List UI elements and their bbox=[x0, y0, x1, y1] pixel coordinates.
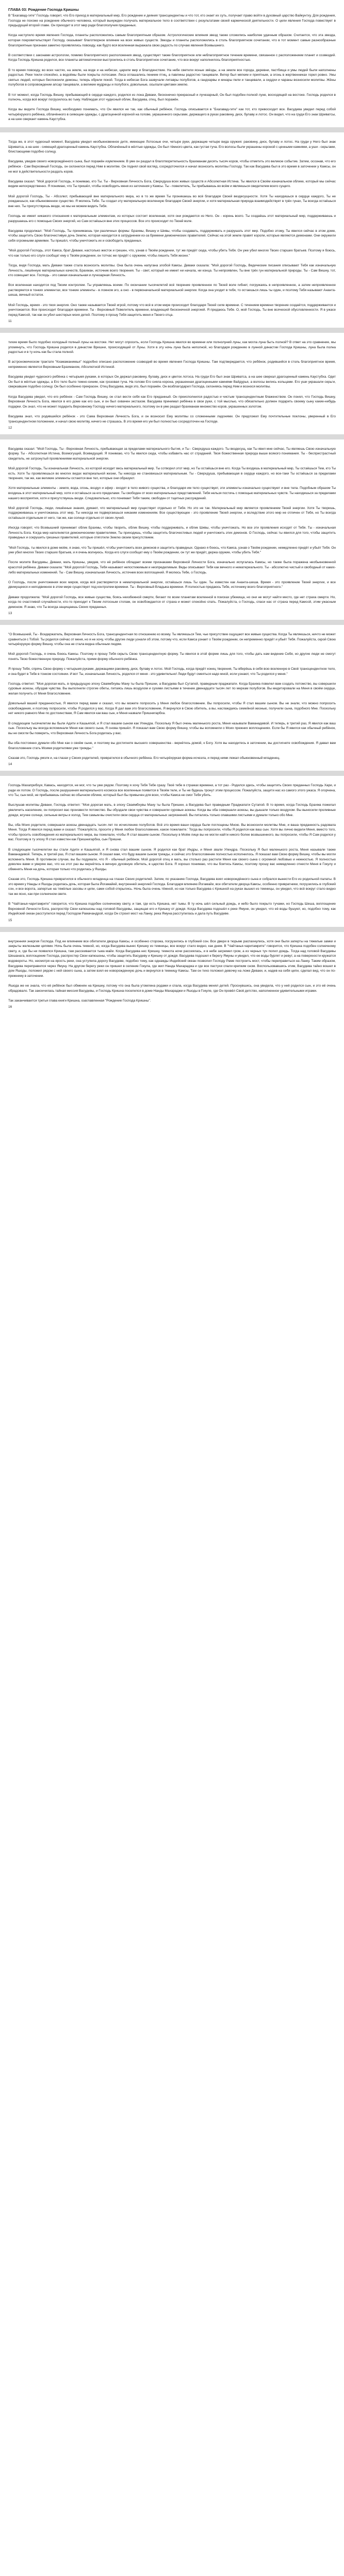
paragraph: тихие время было подобно холодный полный луны на востоке. Нет могут спросить, если Господь Кришна явился во времени или полнолуний луны, как могла луна быть полной? В ответ на это сравнение, мы упомянуть, что Господь Кришна родился в династии Вришни, происходящей от Луны. Хотя в эту ночь луна была неполной, но благодаря рождению в лунной династии Господа Кришны, луна была полна радостью и в ту ночь как бы стала полной. bbox=[8, 341, 336, 354]
page bbox=[0, 927, 344, 1013]
paragraph: Мой дорогой Господь, Ты - Абсолют, пребывающий вне материального мира, но в то же время Ты проникаешь во всё благодаря Своей вездесущности. Хотя Ты находишься в сердце каждого, Ты не рождаешься, как обыкновенное существо. Я молюсь Тебе. Ты создал эту материальную вселенную благодаря Своей энергии, и хотя материальная природа взаимодействует в трёх гунах, Ты всегда остаёшься вне них. Ты присутствуешь везде, но мы не можем видеть Тебя. bbox=[8, 194, 336, 208]
paragraph: В астрономическом трактате "Кхамаманиккья" подробно описано расположение созвездий во время явления Господа Кришны. Там подтверждается, что ребёнок, родившийся в столь благоприятное время, непременно является Верховным Брахманом, Абсолютной Истиной. bbox=[8, 360, 336, 369]
page-number: 14 bbox=[8, 762, 12, 766]
paragraph: Вся вселенная находится под Твоим контролем. Ты управляешь всеми. По окончании тысячелетий всё творение проявленное по Твоей воле гибнет, погружаясь в непроявленное, а затем непроявленное растворяется в тонких элементах, все тонкие элементы - в ложном эго, а оно - в первоначальной материальной энергии. Когда она уходит в тебя, то остаешься лишь ты один, и поэтому Тебя называют Ананта-шеша, вечный остаток. bbox=[8, 283, 336, 297]
paragraph: Мой Господь, время - это твоя энергия. Оно также называется Твоей игрой, потому что всё в этом мире происходит благодаря Твоей силе времени. С течением времени творение создаётся, поддерживается и уничтожается. Все происходит благодаря времени. Ты - Верховный Повелитель времени, владеющий бесконечной энергией. Я предаюсь Тебе. О, мой Господь, Ты вне всяческой обусловленности. Я в ужасе перед Камсой, так как он убил шестерых моих детей. Поэтому я прошу Тебя защитить меня и Твоего отца. bbox=[8, 303, 336, 317]
paragraph: В "Бхагавад-гите" Господь говорит, что Его приход в материальный мир, Его рождение и деяния трансцендентны и что тот, кто знает их суть, получает право войти в духовный царство Вайкунтху. Для рождения, Господа не похоже на рождение обычного человека, который вынужден получать материальное тело в соответствии с результатами своей кармической деятельности. О цели явления Господа повествует в предыдущей второй главе. Он приходит в этот мир ради благополучия преданных. bbox=[8, 14, 336, 28]
paragraph: Васудева, увидев своего новорождённого сына, был поражён изумлением. В уме он раздал в благотворительность брахманам десять тысяч коров, чтобы отметить это великое событие. Затем, осознав, что его ребёнок - Сам Верховный Господь, он склонился перед Ним в молитве. Он поднял свой взгляд, сосредоточился и начал возносить молитвы Господу. Так как Васудева был в это время в заточении у Камсы, он не мог в действительности раздать коров. bbox=[8, 160, 336, 174]
paragraph: "Мой дорогой Господь, этот Камса, брат Деваки, настолько жесток и грешен, что, узнав о Твоём рождении, тут же придёт сюда, чтобы убить Тебя. Он уже убил многих Твоих старших братьев. Поэтому я боюсь, что как только его слуги сообщат ему о Твоём рождении, он тотчас же придёт с оружием, чтобы лишить Тебя жизни." bbox=[8, 249, 336, 258]
paragraph: Тогда, видя Господа, мать Деваки также стала возносить молитвы. Она была очень напугана злобой Камсы. Деваки сказала: "Мой дорогой Господь, Ведические писания описывают Тебя как изначальную Личность, лишённую материальных качеств, Брахман, источник всего творения. Ты - свет, который не имеет ни начала, ни конца. Ты непроявлен, Ты вне трёх гун материальной природы. Ты - Сам Вишну, тот, кто освещает все. Господь - это самая изначальная и лучезарная Личность. bbox=[8, 263, 336, 278]
paragraph: В следующем тысячелетии вы стали Адити и Кашьяпой, и Я снова стал вашим сыном. Я родился как брат Индры, и Меня звали Упендра. Поскольку Я был маленького роста, Меня называли также Ваманадевой. Теперь, в третий раз, Я стал вашим сыном. Я сказал вам, что буду вашим сыном трижды, и сейчас это благословение полностью исполнилось. Я показал вам Свою форму Вишну, чтобы вы могли вспомнить Меня. В противном случае, вы бы подумали, что Я - обычный ребёнок. Мой дорогой отец и мать, вы столько раз растили Меня как своего сына с огромной любовью и нежностью. Я полностью доволен вами и уверяю вас, что на этот раз вы вернётесь в вечную духовную обитель, в царство Бога. Я хорошо понимаю, что вы боитесь Камсы, поэтому прошу вас немедленно отнести Меня в Гокулу и обменять Меня на дочь, которая только что родилась у Яшоды. bbox=[8, 848, 336, 872]
paragraph: Мой дорогой Господь, я очень боюсь Камсы. Поэтому я прошу Тебя скрыть Свою трансцендентную форму. Ты явился в этой форме лишь для того, чтобы дать нам видение Себя, но другие люди не смогут понять Твою божественную природу. Пожалуйста, прими форму обычного ребёнка. bbox=[8, 652, 336, 661]
paragraph: Деваки продолжила: "Мой дорогой Господь, все живые существа, боясь неизбежной смерти, бегают по всем планетам вселенной в поисках убежища, но они не могут найти место, где нет страха смерти. Но, когда по счастливой случайности, кто-то приходит к Твоим лотосным стопам, он освобождается от страха и может спокойно спать. Пожалуйста, о Господь, спаси нас от страха перед Камсой, этим ужасным демоном. Я знаю, что Ты всегда защищаешь Своих преданных. bbox=[8, 595, 336, 609]
paragraph: Господь Махаприбхуи, Кавась, находятся, не мог, что ты уже рядом. Поэтому я хочу Тебя Тебе сразу. Твоё тебе в стражах времени, а тот раз - Родился здесь, чтобы защитить Своих преданных Господь Хари, и ради их потом. О Господь, после разрушения материального космоса все вселенные появится в Твоём теле, и Ты не будешь тронут этим процессом. Пожалуйста, защити нас из самого этого ужаса. Я огорчена, что Ты, сын мой, не пребываешь сейчас во обычном облике, который был бы привычен для всех, чтобы Камса не смог Тебя убить. bbox=[8, 783, 336, 798]
page-number: 11 bbox=[8, 319, 12, 324]
page-number: 15 bbox=[8, 918, 12, 922]
paragraph: Господь ответил: "Моя дорогая мать, в предыдущую эпоху Сваямбхувы Ману ты была Пришни, а Васудева был Сутапой, праведным праджапати. Когда Брахма повелел вам создать потомство, вы совершили суровые аскезы, обуздав чувства. Вы выполнили строгие обеты, питаясь лишь воздухом и сухими листьями в течение двенадцати тысяч лет по меркам полубогов. Вы медитировали на Меня в своём сердце, желая получить от Меня благословение. bbox=[8, 682, 336, 696]
paragraph: Сказав это, Господь Кришна превратился в обычного младенца на глазах Своих родителей. Затем, по указанию Господа, Васудева взял новорождённого сына и собрался вынести Его из родильной палаты. В это время у Нанды и Яшоды родилась дочь, которая была Йогамайей, внутренней энергией Господа. Благодаря влиянию Йогамайи, все обитатели дворца Камсы, особенно привратники, погрузились в глубокий сон, и все ворота, запертые на тяжёлые засовы и цепи, сами собой открылись. Ночь была очень тёмной, но как только Васудева с Кришной на руках вышел из темницы, он увидел, что всё вокруг стало видно так же ясно, как при солнечном свете. bbox=[8, 877, 336, 896]
paragraph: внутренняя энергия Господа. Под ее влиянием все обитатели дворца Камсы, и особенно сторожа, погрузились в глубокий сон. Все двери в тюрьме распахнулись, хотя они были заперты на тяжелые замки и закрыты железными цепями. Ночь была очень темной, но, когда Васудева вынес Кришну из темницы, все вокруг стало видно, как днем. В "Чайтанья-чаритамрите" говорится, что Кришна подобен солнечному свету, и, где бы ни появился Кришна, там рассеивается тьма майи. Когда Васудева нес Кришну, темнота ночи рассеялась, и в небе загремел гром, а из черных туч полил дождь. Тогда над головой Васудевы Шешанага, воплощение Господа, распростер Свои капюшоны, чтобы защитить Васудеву и Кришну от дождя. Васудева подошел к берегу Ямуны и увидел, что ее воды бурлят и ревут, а на поверхности кружатся водовороты. Но, несмотря на ярость реки, она уступила дорогу Васудеве, подобно тому, как однажды Индийский океан позволил Господу Раме построить мост, чтобы переправиться на Ланку. Таким образом, Васудева переправился через Ямуну. На другом берегу реки он пришел в селение Гокула, где жил Нанда Махараджа и где все пастухи спали крепким сном. Воспользовавшись этим, Васудева тайно вошел в дом Яшоды, положил рядом с ней своего сына, а затем взял ее новорожденную дочь и вернулся в темницу Камсы. Там он тихо положил девочку на ложе Деваки, и, надев на себя цепи, сделал вид, что он по-прежнему в заточении. bbox=[8, 939, 336, 978]
paragraph: О Господь, после уничтожения всех миров, когда всё растворяется в нематериальной энергии, остаёшься лишь Ты один. Ты известен как Ананта-шеша. Время - это проявление Твоей энергии, и все движущееся и неподвижное в этом мире существует под контролем времени. Ты - Верховный Владыка времени. Я полностью предаюсь Тебе, источнику всего благоприятного." bbox=[8, 580, 336, 589]
paragraph: Мой дорогой Господь, люди, лишённые знания, думают, что материальный мир существует отдельно от Тебя. Но это не так. Материальный мир является проявлением Твоей энергии. Хотя Ты творишь, поддерживаешь и уничтожаешь этот мир, Ты никогда не подвергаешься никаким изменениям. Все существующее - это проявление Твоей энергии, и вследствие этого мир не отличен от Тебя, но Ты всегда остаёшься отдельным от него, так же, как солнце отдельно от своих лучей. bbox=[8, 506, 336, 520]
paragraph: Когда наступило время явления Господа, планеты расположились самым благоприятным образом. Астрологические влияния звезд также сложились наиболее удачным образом. Считается, что эта звезда, которая покровительствует Господу, оказывает благотворное влияние на всех живых существ. Звезды и планеты расположились в столь благоприятном сочетании, что в тот момент самые разнообразные благоприятные признаки заметно проявлялись повсюду, как будто вся вселенная выражала свою радость по случаю явления Всевышнего. bbox=[8, 33, 336, 47]
page bbox=[0, 328, 344, 434]
paragraph: Тогда же, в этот чудесный момент, Васудева увидел необыкновенное дитя, имеющее Лотосные очи, четыре руки, держащие четыре вида оружия: раковину, диск, булаву и лотос. На груди у Него был знак Шриватса, а на шее - сияющий драгоценный камень Каустубха. Облачённый в жёлтые одежды, Он был тёмного цвета, как густая туча. Его волосы были украшены короной с ценными камнями, а уши - серьгами, блистающими подобно солнцу. bbox=[8, 140, 336, 154]
paragraph: "О Всевышний, Ты - Вседержатель, Верховная Личность Бога, трансцендентная по отношению ко всему. Ты являешься Тем, чье присутствие ощущают все живые существа. Когда Ты являешься, ничто не может сравниться с Тобой. Ты родился сейчас от меня, но я не хочу, чтобы другие люди узнали об этом, потому что, если Камса узнает о Твоём рождении, он непременно придёт и убьёт Тебя. Пожалуйста, скрой Свою четырёхрукую форму Вишну, чтобы она не стала видна обычным людям. bbox=[8, 632, 336, 647]
paragraph: Иногда говорят, что Всевышний принимает облик Брахмы, чтобы творить, облик Вишну, чтобы поддерживать, и облик Шивы, чтобы уничтожать. Но все эти проявления исходят от Тебя. Ты - изначальная Личность Бога. Когда мир наполняется демоническими правителями, Ты приходишь, чтобы защитить благочестивых людей и уничтожить этих демонов. О Господь, сейчас ты явился для того, чтобы защитить праведных и сокрушить грешных правителей, которые отяготили Землю своим присутствием. bbox=[8, 526, 336, 540]
paragraph: В соответствии с законами астрологии, помимо благоприятного расположения звезд, существует также благоприятное или неблагоприятное течение времени, связанное с расположением планет и созвездий. Когда Господь Кришна родился, все планеты автоматически выстроились в столь благоприятное сочетание, что все вокруг наполнилось благоприятностью. bbox=[8, 53, 336, 62]
paragraph: Васудева продолжал: "Мой Господь, Ты принимаешь три различных формы: Брахмы, Вишну и Шивы, чтобы создавать, поддерживать и разрушать этот мир. Подобно этому, Ты явился сейчас в этом доме, чтобы защитить Свою благочестивую дочь Землю, которая находится в затруднении из-за бремени демонических правителей. Сейчас на этой земле правят короли, которые являются демонами. Они окружили себя огромными армиями. Ты пришёл, чтобы уничтожить их и освободить преданных. bbox=[8, 229, 336, 243]
page bbox=[0, 771, 344, 927]
paragraph: Вы оба постоянно думали обо Мне как о своём сыне, и поэтому вы достигнете высшего совершенства - вернётесь домой, к Богу. Хотя вы находитесь в заточении, вы достигнете освобождения. Я давал вам благословение стать Моими родителями уже трижды." bbox=[8, 741, 336, 750]
paragraph: Мой дорогой Господь, Ты изначальная Личность, из которой исходит весь материальный мир. Ты сотворил этот мир, но Ты остаёшься вне его. Когда Ты входишь в материальный мир, Ты остаёшься Тем, кто Ты есть. Хотя Ты проявляешься во многих видах материальной жизни, Ты никогда не становишься материальным. Ты - Сверхдуша, пребывающая в сердце каждого, но все-таки Ты остаёшься за пределами творения, так же, как великие элементы остаются вне тел, которые они образуют. bbox=[8, 467, 336, 481]
paragraph: Так заканчивается третья глава книги Кришна, озаглавленная "Рождение Господа Кришны". bbox=[8, 998, 151, 1003]
paragraph: Васудева сказал: "Мой Господь, Ты - Верховная Личность, пребывающая за пределами материального бытия, и Ты - Сверхдуша каждого. Ты вездесущ, как Ты явил мне сейчас, Ты являешь Свою изначальную форму. Ты - Абсолютная Истина, Всемогущий, Всеведущий. Я понимаю, что Ты явился сюда, чтобы избавить нас от страданий. Твоя божественная природа выше всякого понимания. Ты - беспристрастный свидетель, не затронутый проявлениями материальной энергии. bbox=[8, 447, 336, 461]
paragraph: Когда вы видите Господа Вишну, необходимо понимать, что Он явился не так, как обычный ребёнок. Господь описывается в "Бхагавад-гите" как тот, кто превосходит все. Васудева увидел перед собой четырёхрукого ребёнка, облачённого в сияющие одежды, с драгоценной короной на голове, украшенного серьгами, держащего в руках раковину, диск, булаву и лотос. Он видел, что на груди Его знак Шриватсы, а на шее сверкает камень Каустубха. bbox=[8, 108, 336, 122]
paragraph: Когда Васудева увидел, что его ребёнок - Сам Господь Вишну, он стал вести себя как Его преданный. Он преисполнился радостью и чистым трансцендентным блаженством. Он понял, что Господь Вишну, Верховная Личность Бога, явился в его доме как его сын, и он был охвачен экстазом. Васудева принимал ребёнка в свои руки, с той мыслью, что обязательно должен подарить своему сыну какие-нибудь подарки. Он знал, что не может подарить Верховному Господу ничего материального, поэтому он в уме раздал брахманам множество коров, украшенных золотом. bbox=[8, 395, 336, 409]
paragraph: В то время повсюду, во всех частях, на земле, на воде и на небесах, царили мир и благоденствие. На небе светили ясные звёзды, а на земле все города, деревни, пастбища и умы людей были наполнены радостью. Реки текли спокойно, а водоёмы были покрыты лотосами. Леса оглашались пением птиц, а павлины радостно танцевали. Ветер был мягким и приятным, а огонь в жертвенниках горел ровно. Умы святых людей, которых беспокоили демоны, теперь обрели покой. Тогда в небесах Бога зазвучали литавры полубогов, а гандхарвы и кинары пели и танцевали, а сиддхи и чараны возносили молитвы. Жёны полубогов в сопровождении апсар танцевали, а великие мудрецы и полубоги, довольные, осыпали цветами землю. bbox=[8, 68, 336, 87]
paragraph: Хотя материальные элементы - земля, вода, огонь, воздух и эфир - входят в тело живого существа, и благодаря им тело существует, эти элементы изначально существуют и вне тела. Подобным образом Ты входишь в этот материальный мир, хотя и остаёшься за его пределами. Ты свободен от всех материальных представлений. Тебя нельзя постичь с помощью материальных чувств. Ты находишься за пределами нашего восприятия, хотя и присутствуешь везде. Следовательно, кто понимает Тебя таким, свободен от тщетных рассуждений. bbox=[8, 486, 336, 500]
paragraph: Я прошу Тебя, спрячь Свою форму с четырьмя руками, держащими раковину, диск, булаву и лотос. Мой Господь, когда придёт конец творения, Ты вберёшь в себя всю вселенную в Своё трансцендентное тело, и она будет в Тебе в тонком состоянии. И вот Ты, изначальная Личность, родился от меня - это удивительно! Люди будут смеяться надо мной, если узнают, что Ты родился у меня." bbox=[8, 667, 336, 676]
paragraph: Яшода же не знала, что её ребёнок был обменян на Кришну, потому что она была утомлена родами и спала, когда Васудева менял детей. Проснувшись, она увидела, что у неё родился сын, и это её очень обрадовало. Так закончилась тайная миссия Васудевы, и Господь Кришна поселился в доме Нанды Махараджи и Яшоды в Гокуле, где Он провёл Своё детство, наполненное удивительными играми. bbox=[8, 984, 336, 993]
page bbox=[0, 434, 344, 620]
page bbox=[0, 0, 344, 127]
page bbox=[0, 620, 344, 771]
paragraph: Сказав это, Господь умолк и, на глазах у Своих родителей, превратился в обычного ребёнка. Его четырёхрукая форма исчезла, и перед ними лежал обыкновенный младенец. bbox=[8, 756, 281, 760]
paragraph: В следующем тысячелетии вы были Адити и Кашьяпой, и Я стал вашим сыном как Упендра. Поскольку Я был очень маленького роста, Меня называли Ваманадевой. И теперь, в третий раз, Я явился как ваш сын. Поскольку вы всегда вспоминали Меня как своего сына, Я снова пришёл. Я показал вам Свою форму Вишну, чтобы вы вспомнили о Моих прежних воплощениях. Если бы Я явился как обычный ребёнок, вы не смогли бы поверить, что Верховная Личность Бога родилась у вас. bbox=[8, 721, 336, 735]
paragraph: В "Чайтанья-чаритамрите" говорится, что Кришна подобен солнечному свету, и там, где есть Кришна, нет тьмы. В ту ночь шёл сильный дождь, и небо было покрыто тучами, но Господь Шеша, воплощение Верховной Личности Бога, распростёр Свои капюшоны над головой Васудевы, защищая его и Кришну от дождя. Когда Васудева подошёл к реке Ямуне, он увидел, что её воды бушуют, но, подобно тому, как Индийский океан расступился перед Господом Рамачандрой, когда Он строил мост на Ланку, река Ямуна расступилась и дала путь Васудеве. bbox=[8, 902, 336, 916]
paragraph: Господь не имеет никакого отношения к материальным элементам, из которых состоит вселенная, хотя они рождаются из Него. Он - корень всего. Ты создаёшь этот материальный мир, поддерживаешь и разрушаешь его с помощью Своих энергий, но Сам остаёшься вне этих процессов. Все это происходит по Твоей воле. bbox=[8, 214, 336, 223]
paragraph: После молитв Васудевы, Деваки, мать Кришны, увидев, что её ребёнок обладает всеми признаками Верховной Личности Бога, изначально испугалась Камсы, но также была поражена необыкновенной красотой ребёнка. Деваки сказала: "Мой дорогой Господь, Тебя называют непостижимым и неопределимым. Веды описывают Тебя как вечного и нематериального. Ты - абсолютно чистый и свободный от каких-либо материальных изменений. Ты - Сам Вишну, изначальная Личность, источник всех воплощений. Я молюсь Тебе, о Господь. bbox=[8, 561, 336, 574]
paragraph: Вы, оба Моих родителя, совершали аскезы двенадцать тысяч лет по исчислению полубогов. Всё это время ваши сердца были поглощены Мною. Вы возносили молитвы Мне, и ваша преданность радовала Меня. Тогда Я явился перед вами и сказал: 'Пожалуйста, просите у Меня любое благословение, какое пожелаете.' Тогда вы попросили, чтобы Я родился как ваш сын. Хотя вы лично видели Меня, вместо того, чтобы просить освобождения из материального мира, вы пожелали, чтобы Я стал вашим сыном. Поскольку в Моём лице вы не могли найти никого более возвышенного, вы попросили, чтобы Я Сам родился у вас. Поэтому в ту эпоху Я стал известен как Пришнигарбха, сын Пришни. bbox=[8, 823, 336, 842]
paragraph: Васудева увидел чудесного ребёнка с четырьмя руками, в которых Он держал раковину, булаву, диск и цветок лотоса. На груди Его был знак Шриватса, а на шее сверкал драгоценный камень Каустубха. Одет Он был в жёлтые одежды, а Его тело было темно-синим, как грозовая туча. На голове Его сияла корона, украшенная драгоценными камнями Вайдурья, а волосы вились кольцами. Его уши украшали серьги, сверкавшие подобно солнцу. Он был особенно прекрасен. Отец Васудева, видя это, был поражён. Он возблагодарил Господа, склоняясь перед Ним и вознося молитвы. bbox=[8, 375, 336, 389]
paragraph: Васудева знал, что родившийся ребёнок - это Сама Верховная Личность Бога, и он возносил Ему молитвы со сложенными ладонями. Он предложил Ему почтительные поклоны, уверенный в Его трансцендентном положении, и начал свою молитву, ничего не страшась. В это время его ум был полностью сосредоточен на Господе. bbox=[8, 414, 336, 423]
chapter-title: ГЛАВА 03: Рождение Господа Кришны bbox=[8, 7, 79, 12]
page-number: 16 bbox=[8, 1005, 12, 1009]
paragraph: Васудева сказал: "Мой дорогой Господь, я понимаю, кто Ты. Ты - Верховная Личность Бога, Сверхдуша всех живых существ и Абсолютная Истина. Ты явился в Своём изначальном облике, который мы сейчас видим непосредственно. Я понимаю, что Ты пришёл, чтобы освободить меня из заточения у Камсы. Ты - повелитель, Ты пребываешь во всём и являешься свидетелем всего сущего. bbox=[8, 179, 336, 189]
paragraph: В тот момент, когда Господь Вишну, пребывающий в сердце каждого, родился из лона Деваки, бесконечно прекрасный и лучезарный, Он был подобен полной луне, восходящей на востоке. Господь родился в полночь, когда всё вокруг погрузилось во тьму. Наблюдая этот чудесный облик, Васудева, отец, был поражён. bbox=[8, 93, 336, 102]
page-number: 13 bbox=[8, 611, 12, 615]
paragraph: Выслушав молитвы Деваки, Господь ответил: "Моя дорогая мать, в эпоху Сваямбхувы Ману ты была Пришни, а Васудева был праведным Праджапати Сутапой. В то время, когда Господь Брахма пожелал увеличить население, он попросил вас произвести потомство. Вы обуздали свои чувства и совершили суровые аскезы. Когда вы оба совершали аскезы, вы дышали только воздухом. Вы выносили проливные дожди, жгучее солнце, сильные ветры и холод. Тем самым вы очистили свои сердца от материальных загрязнений. Вы питались только опавшими листьями и думали только обо Мне. bbox=[8, 803, 336, 817]
paragraph: Довольный вашей преданностью, Я явился перед вами и сказал, что вы можете попросить у Меня любое благословение. Вы попросили, чтобы Я стал вашим сыном. Вы не знали, что можно попросить освобождения, и поэтому попросили, чтобы Я родился у вас. Когда Я дал вам это благословение, Я вернулся в Свою обитель, а вы, наслаждаясь семейной жизнью, получили сына, подобного Мне. Поскольку нет никого равного Мне по достоинствам, Я Сам явился как ваш сын, и Меня назвали Пришнигарбха. bbox=[8, 702, 336, 716]
paragraph: "Мой Господь, ты явился в доме моём, я знаю, что Ты пришёл, чтобы уничтожить всех демонов и защитить праведных. Однако я боюсь, что Камса, узнав о Твоём рождении, немедленно придёт и убьёт Тебя. Он уже убил многих Твоих старших братьев, и я очень волнуюсь. Когда его слуги сообщат ему о Твоём рождении, он тут же придёт, держа оружие, чтобы убить Тебя." bbox=[8, 546, 336, 555]
page-number: 12 bbox=[8, 426, 12, 430]
page bbox=[0, 127, 344, 328]
